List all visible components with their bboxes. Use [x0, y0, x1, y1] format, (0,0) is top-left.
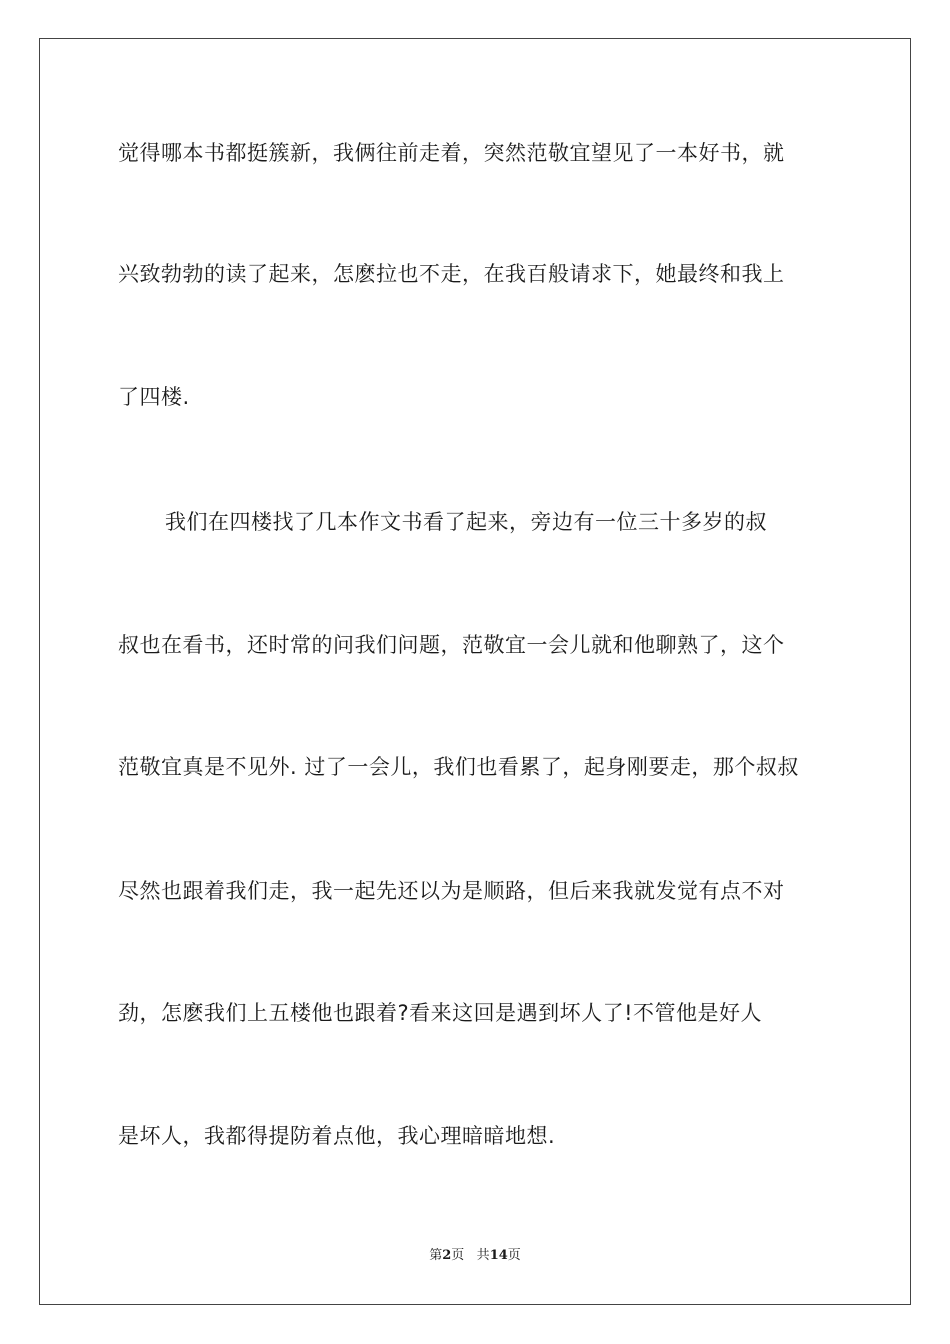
page-footer [0, 1247, 950, 1265]
page-border [39, 38, 911, 1305]
paragraph-line: 我们在四楼找了几本作文书看了起来，旁边有一位三十多岁的叔 [165, 510, 767, 534]
paragraph-line: 了四楼. [118, 385, 190, 409]
total-prefix: 共 [476, 1248, 490, 1263]
paragraph-line: 觉得哪本书都挺簇新，我俩往前走着，突然范敬宜望见了一本好书，就 [118, 141, 785, 165]
paragraph-line: 劲，怎麽我们上五楼他也跟着?看来这回是遇到坏人了!不管他是好人 [118, 1001, 763, 1025]
page-prefix: 第 [429, 1248, 443, 1263]
total-suffix: 页 [507, 1248, 521, 1263]
paragraph-line: 兴致勃勃的读了起来，怎麽拉也不走，在我百般请求下，她最终和我上 [118, 262, 785, 286]
paragraph-line: 范敬宜真是不见外. 过了一会儿，我们也看累了，起身刚要走，那个叔叔 [118, 755, 799, 779]
paragraph-line: 是坏人，我都得提防着点他，我心理暗暗地想. [118, 1124, 556, 1148]
page-suffix: 页 [451, 1248, 465, 1263]
page-number: 2 [442, 1248, 452, 1263]
total-pages: 14 [489, 1248, 508, 1263]
paragraph-line: 叔也在看书，还时常的问我们问题，范敬宜一会儿就和他聊熟了，这个 [118, 633, 785, 657]
paragraph-line: 尽然也跟着我们走，我一起先还以为是顺路，但后来我就发觉有点不对 [118, 879, 785, 903]
